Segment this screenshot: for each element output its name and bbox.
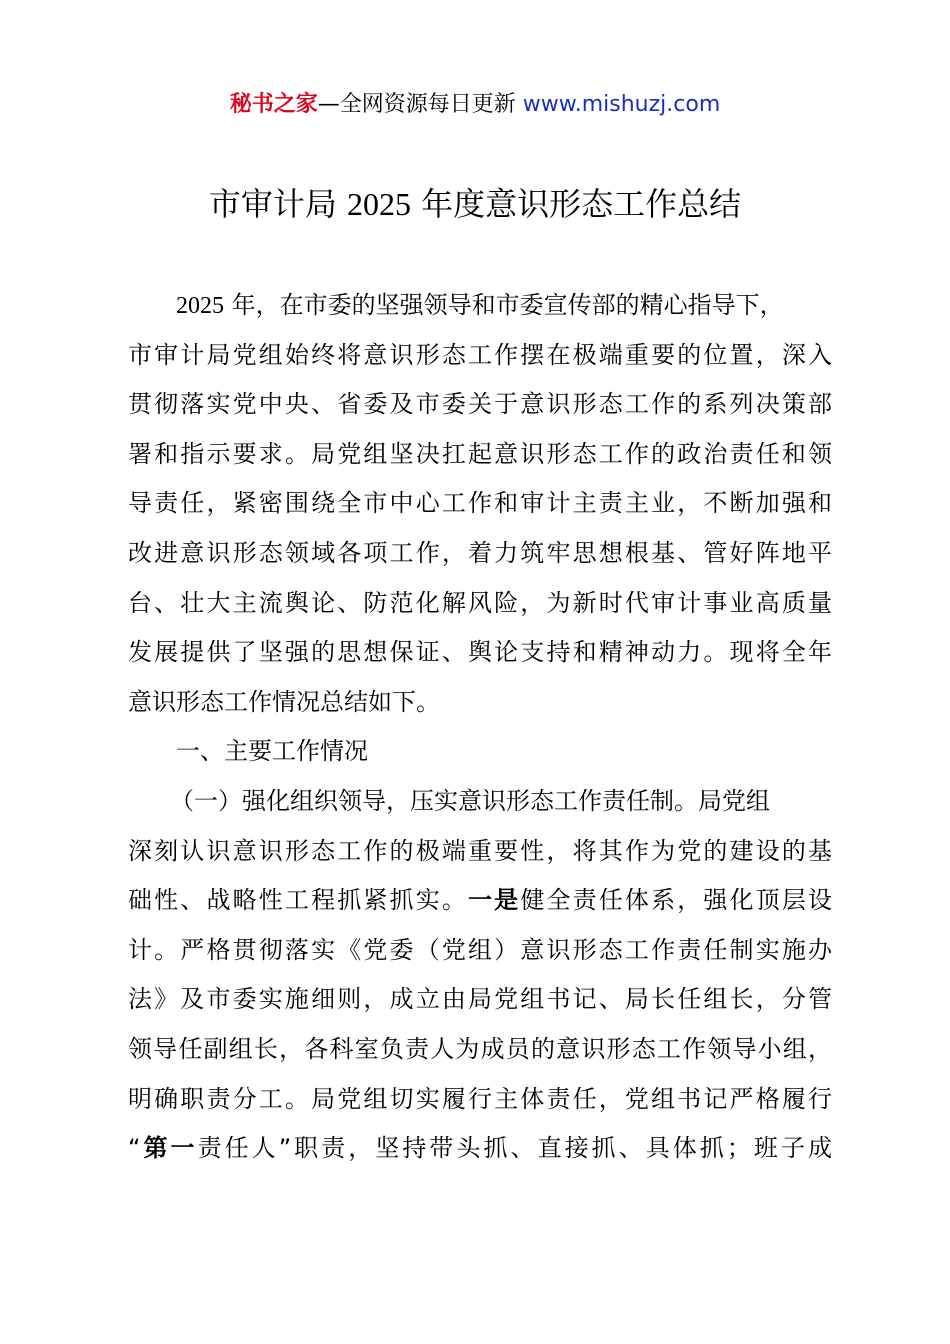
- intro-line-6: 改进意识形态领域各项工作，着力筑牢思想根基、管好阵地平: [128, 538, 832, 567]
- sub1-line-8-post: 责任人”职责，坚持带头抓、直接抓、具体抓；班子成: [197, 1134, 833, 1163]
- intro-line-1: [128, 281, 832, 331]
- header-slogan: —全网资源每日更新: [317, 92, 523, 117]
- sub1-line-4: 计。严格贯彻落实《党委（党组）意识形态工作责任制实施办: [128, 935, 832, 964]
- sub1-line-2: 深刻认识意识形态工作的极端重要性，将其作为党的建设的基: [128, 836, 832, 865]
- sub1-line-6: 领导任副组长，各科室负责人为成员的意识形态工作领导小组，: [128, 1034, 832, 1063]
- sub1-line-3: [128, 876, 832, 926]
- sub1-line-8: [128, 1124, 832, 1174]
- sub1-line-1: （一）强化组织领导，压实意识形态工作责任制。局党组: [170, 786, 770, 815]
- sub1-line-3-post: 健全责任体系，强化顶层设: [520, 886, 833, 915]
- emphasis-first: 一是: [468, 886, 521, 915]
- intro-line-7: 台、壮大主流舆论、防范化解风险，为新时代审计事业高质量: [128, 588, 832, 617]
- emphasis-first-responsible: 第一: [140, 1134, 198, 1163]
- site-header: [0, 90, 950, 120]
- sub1-line-3-pre: 础性、战略性工程抓紧抓实。: [128, 886, 468, 915]
- sub1-line-5: 法》及市委实施细则，成立由局党组书记、局长任组长，分管: [128, 985, 832, 1014]
- intro-line-2: 市审计局党组始终将意识形态工作摆在极端重要的位置，深入: [128, 340, 832, 369]
- intro-line-3: 贯彻落实党中央、省委及市委关于意识形态工作的系列决策部: [128, 390, 832, 419]
- intro-year: 2025: [176, 293, 224, 319]
- sub1-line-7: 明确职责分工。局党组切实履行主体责任，党组书记严格履行: [128, 1084, 832, 1113]
- intro-line-5: 导责任，紧密围绕全市中心工作和审计主责主业，不断加强和: [128, 489, 832, 518]
- document-title: [0, 182, 950, 226]
- title-prefix: 市审计局: [208, 185, 347, 223]
- section-heading: 一、主要工作情况: [176, 737, 368, 766]
- intro-line-1-text: 年，在市委的坚强领导和市委宣传部的精心指导下，: [224, 291, 784, 319]
- brand-name: 秘书之家: [229, 92, 318, 117]
- title-suffix: 年度意识形态工作总结: [411, 185, 742, 223]
- site-url-link[interactable]: www.mishuzj.com: [522, 92, 721, 117]
- document-body: [128, 281, 832, 1174]
- intro-line-8: 发展提供了坚强的思想保证、舆论支持和精神动力。现将全年: [128, 638, 832, 667]
- title-year: 2025: [347, 186, 411, 222]
- intro-line-9: 意识形态工作情况总结如下。: [128, 687, 440, 716]
- open-quote: “: [128, 1134, 141, 1163]
- intro-line-4: 署和指示要求。局党组坚决扛起意识形态工作的政治责任和领: [128, 439, 832, 468]
